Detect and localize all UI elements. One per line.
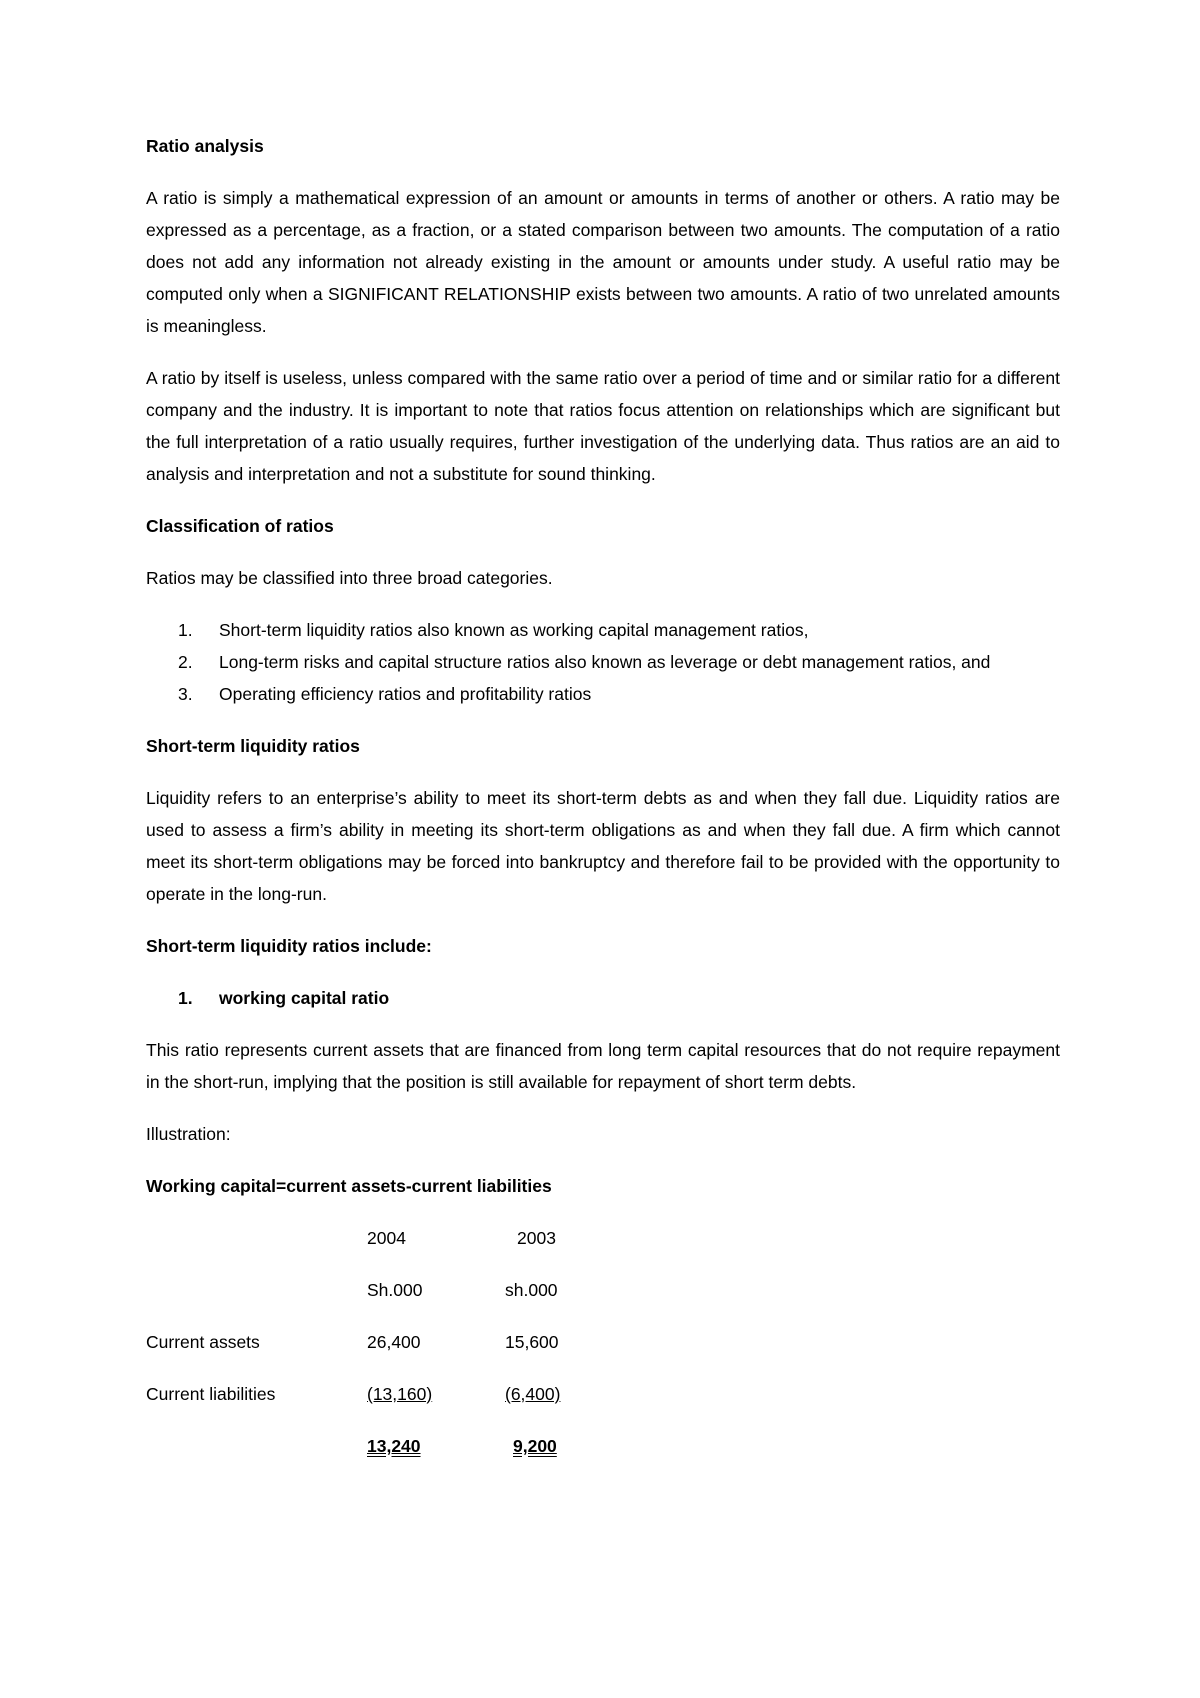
table-row (146, 1274, 637, 1326)
list-item (146, 646, 1060, 678)
table-cell (367, 1378, 505, 1430)
list-item-text: Short-term liquidity ratios also known as working capital management ratios, (219, 620, 809, 640)
row-label: Current assets (146, 1332, 260, 1352)
page-title: Ratio analysis (146, 136, 264, 156)
table-cell: 15,600 (505, 1332, 559, 1352)
list-item-number: 1. (178, 988, 193, 1008)
year-2004-header: 2004 (367, 1228, 406, 1248)
table-cell (505, 1430, 637, 1482)
year-2003-header: 2003 (517, 1228, 556, 1248)
working-capital-formula: Working capital=current assets-current liabilities (146, 1176, 552, 1196)
list-item (146, 982, 1060, 1014)
table-cell (505, 1378, 637, 1430)
total-value-2003: 9,200 (513, 1436, 557, 1456)
table-cell: 26,400 (367, 1332, 421, 1352)
table-row (146, 1326, 637, 1378)
intro-paragraph-2: A ratio by itself is useless, unless compared with the same ratio over a period of time and or similar ratio for a different company and the industry. It is important to note that ratios focus attention on relationships which are significant but the full interpretation of a ratio usually requires, further investigation of the underlying data. Thus ratios are an aid to analysis and interpretation and not a substitute for sound thinking. (146, 368, 1060, 484)
classification-heading: Classification of ratios (146, 516, 334, 536)
list-item-text: Long-term risks and capital structure ratios also known as leverage or debt management ratios, and (219, 652, 991, 672)
list-item (146, 614, 1060, 646)
list-item-number: 2. (178, 652, 193, 672)
document-page (146, 130, 1060, 1482)
underlined-value: (13,160) (367, 1384, 433, 1404)
table-cell (146, 1222, 367, 1274)
working-capital-paragraph: This ratio represents current assets that are financed from long term capital resources that do not require repayment in the short-run, implying that the position is still available for repayment of short term debts. (146, 1040, 1060, 1092)
liquidity-heading: Short-term liquidity ratios (146, 736, 360, 756)
list-item-number: 3. (178, 684, 193, 704)
table-row (146, 1222, 637, 1274)
list-item-text: Operating efficiency ratios and profitability ratios (219, 684, 592, 704)
liquidity-paragraph: Liquidity refers to an enterprise’s ability to meet its short-term debts as and when they fall due. Liquidity ratios are used to assess a firm’s ability in meeting its short-term obligations as and when they fall due. A firm which cannot meet its short-term obligations may be forced into bankruptcy and therefore fail to be provided with the opportunity to operate in the long-run. (146, 788, 1060, 904)
list-item-text: working capital ratio (219, 988, 390, 1008)
table-cell (146, 1274, 367, 1326)
liquidity-include-heading: Short-term liquidity ratios include: (146, 936, 432, 956)
table-cell (146, 1430, 367, 1482)
table-row (146, 1378, 637, 1430)
table-row (146, 1430, 637, 1482)
unit-2003: sh.000 (505, 1280, 558, 1300)
classification-list (146, 614, 1060, 710)
illustration-label: Illustration: (146, 1124, 231, 1144)
list-item (146, 678, 1060, 710)
row-label: Current liabilities (146, 1384, 276, 1404)
unit-2004: Sh.000 (367, 1280, 423, 1300)
working-capital-table (146, 1222, 637, 1482)
table-cell (367, 1430, 505, 1482)
underlined-value: (6,400) (505, 1384, 561, 1404)
classification-intro: Ratios may be classified into three broad categories. (146, 568, 553, 588)
liquidity-sub-list (146, 982, 1060, 1014)
total-value-2004: 13,240 (367, 1436, 421, 1456)
list-item-number: 1. (178, 620, 193, 640)
intro-paragraph-1: A ratio is simply a mathematical expression of an amount or amounts in terms of another or others. A ratio may be expressed as a percentage, as a fraction, or a stated comparison between two amounts. The computation of a ratio does not add any information not already existing in the amount or amounts under study. A useful ratio may be computed only when a SIGNIFICANT RELATIONSHIP exists between two amounts. A ratio of two unrelated amounts is meaningless. (146, 188, 1060, 336)
